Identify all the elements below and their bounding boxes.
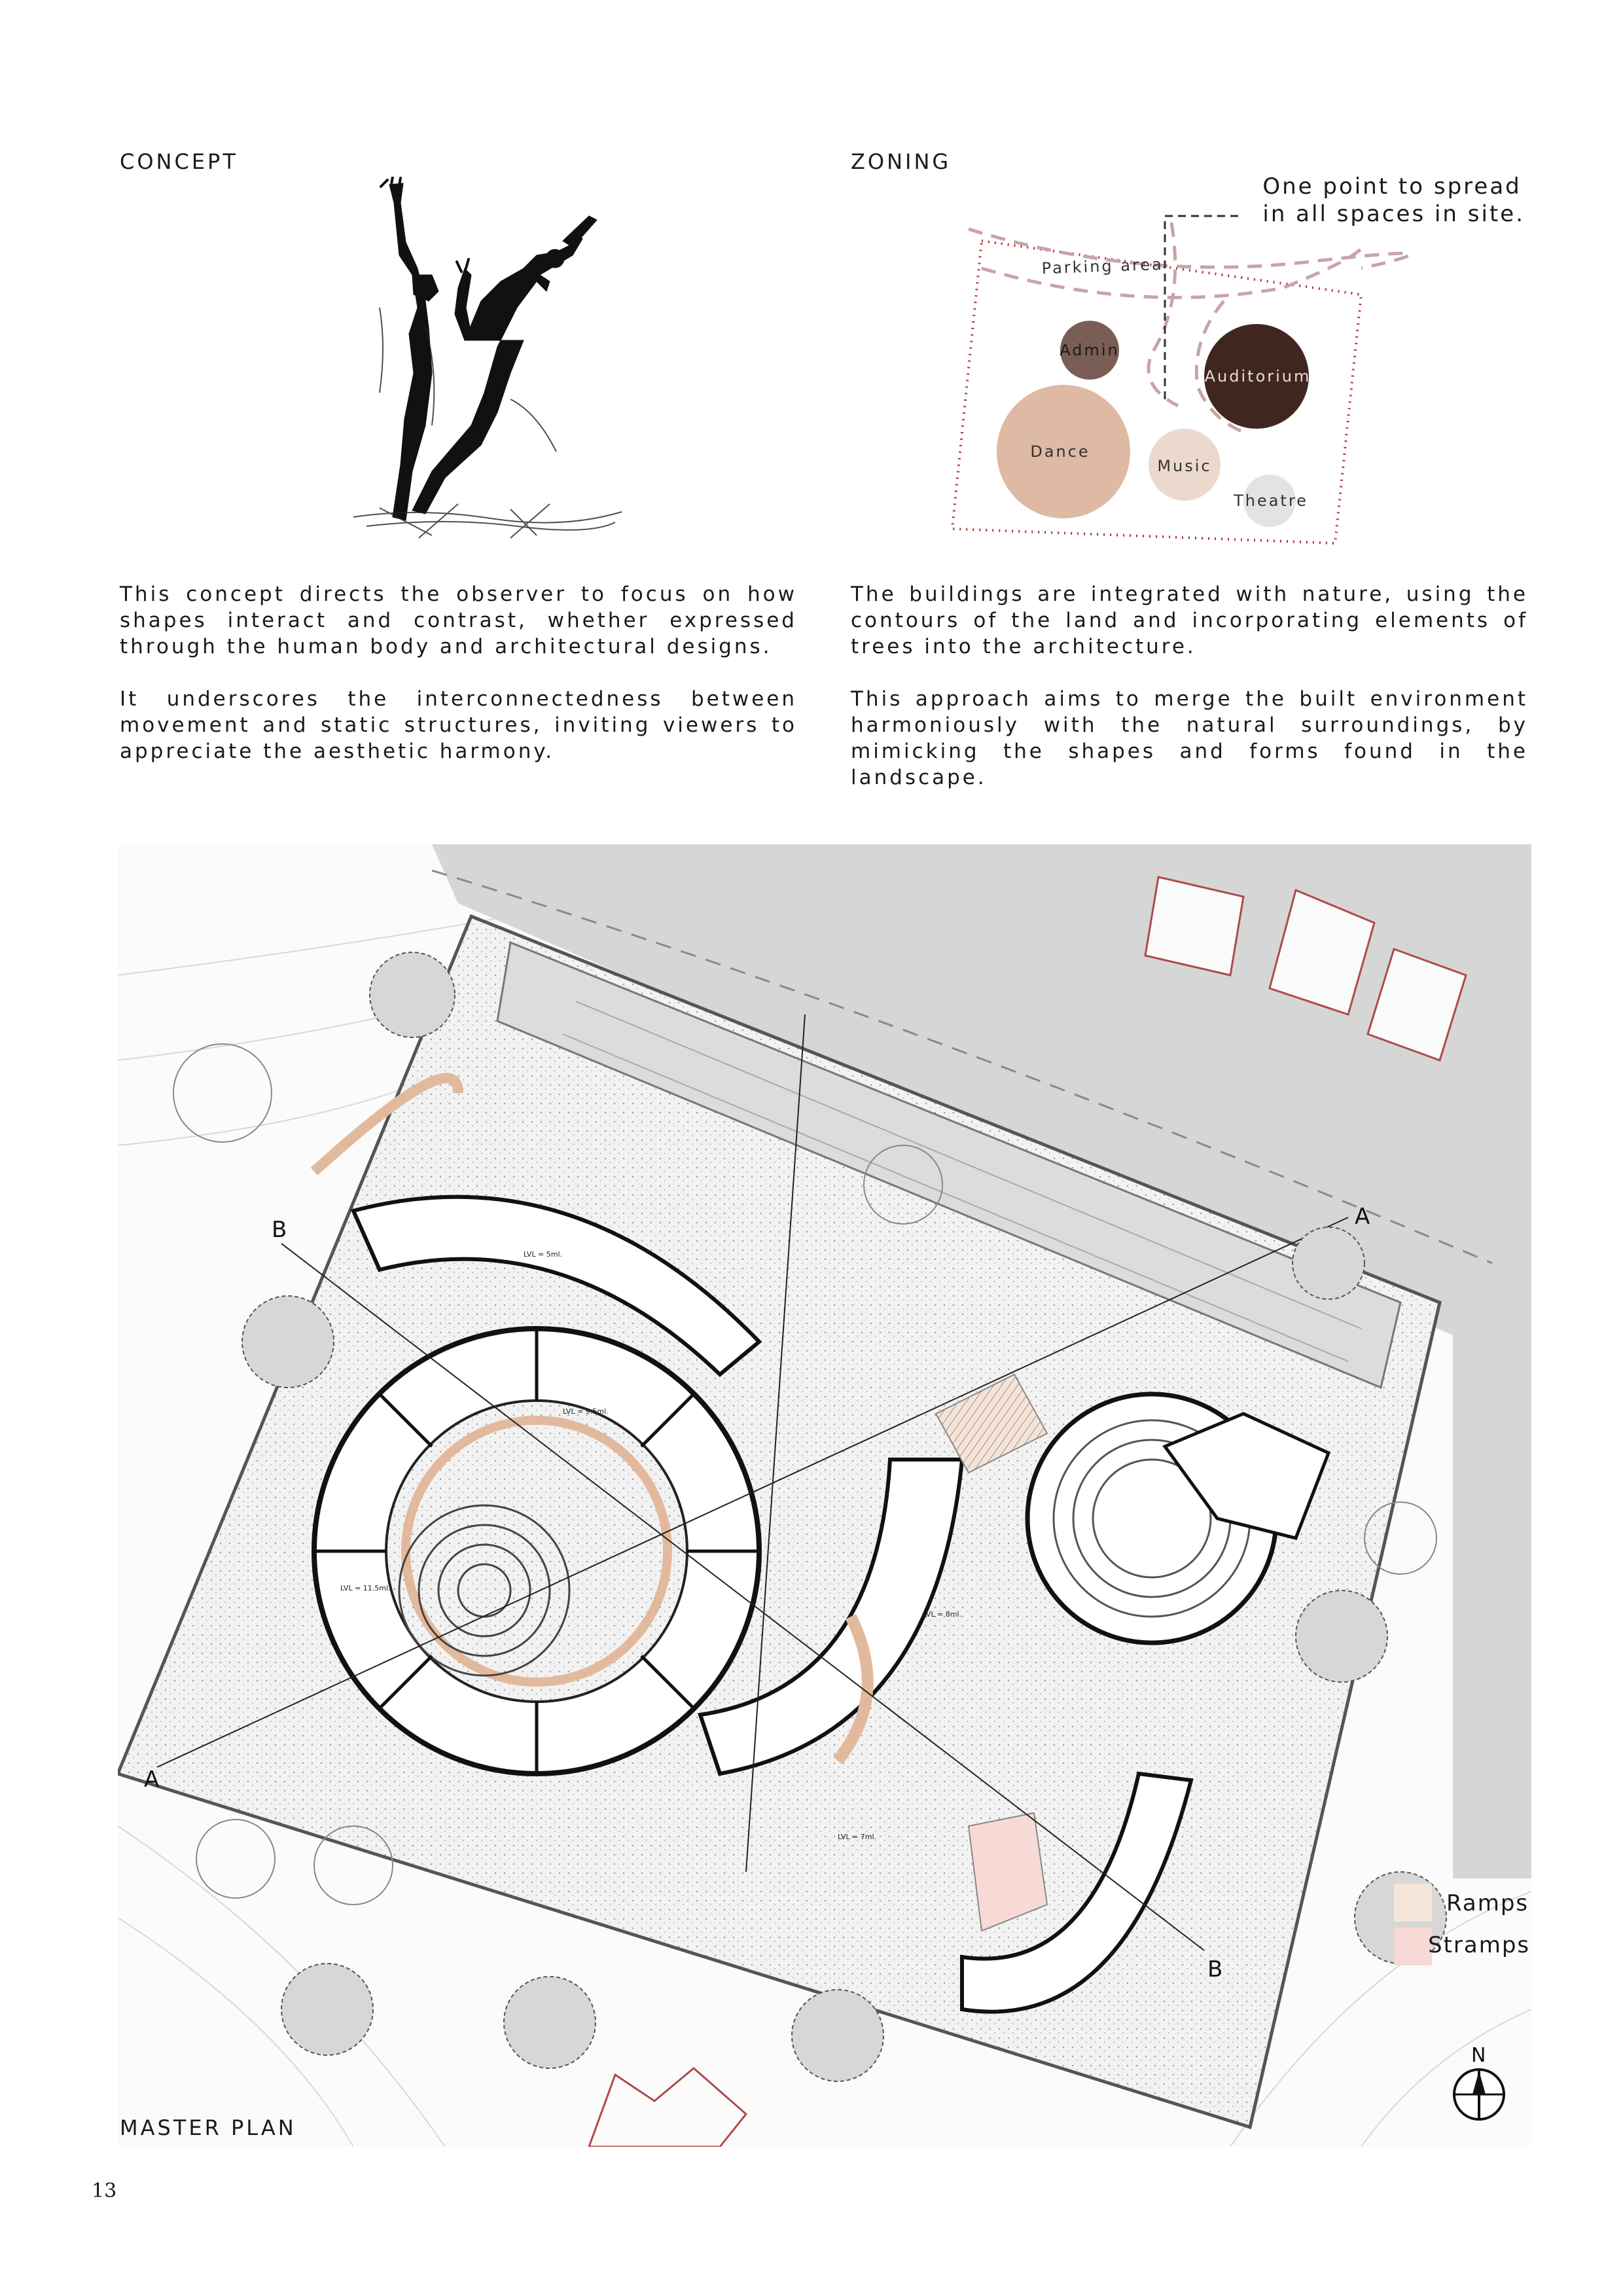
- section-marker-a-end: A: [1355, 1204, 1370, 1230]
- legend-swatch-ramps: [1394, 1884, 1432, 1922]
- dance-block: [314, 1329, 759, 1774]
- tree-canopy: [370, 952, 455, 1037]
- tree-canopy: [242, 1296, 334, 1388]
- zoning-text: [851, 581, 1528, 817]
- tree-canopy: [504, 1977, 596, 2068]
- concept-paragraph-2: It underscores the interconnectedness between movement and static structures, inviting viewers to appreciate the aesthetic harmony.: [120, 687, 797, 763]
- level-label: LVL = 7ml.: [838, 1833, 877, 1841]
- zone-label-dance: Dance: [1030, 442, 1090, 461]
- section-marker-b-end: B: [1207, 1956, 1223, 1982]
- tree-canopy: [281, 1964, 373, 2055]
- tree-canopy: [1296, 1590, 1387, 1682]
- level-label: LVL = 8ml.: [923, 1610, 962, 1619]
- zone-label-auditorium: Auditorium: [1204, 367, 1311, 386]
- level-label: LVL = 9.5ml.: [563, 1407, 609, 1416]
- tree-canopy: [792, 1990, 883, 2081]
- zoning-circulation-3: [1149, 223, 1178, 406]
- zoning-heading: ZONING: [851, 149, 952, 174]
- zoning-paragraph-2: This approach aims to merge the built environment harmoniously with the natural surroundings, by mimicking the shapes and forms found in the landscape.: [851, 687, 1528, 789]
- zoning-note-line-2: in all spaces in site.: [1262, 201, 1525, 227]
- level-label: LVL = 11.5ml.: [340, 1584, 391, 1592]
- zone-label-admin: Admin: [1060, 341, 1120, 359]
- legend-swatch-stramps: [1394, 1928, 1432, 1965]
- page-number: 13: [92, 2179, 117, 2202]
- dancers-sketch: [340, 177, 628, 543]
- zone-label-music: Music: [1157, 457, 1212, 475]
- zoning-paragraph-1: The buildings are integrated with nature, using the contours of the land and incorporating elements of trees into the architecture.: [851, 583, 1528, 658]
- level-label: LVL = 5ml.: [524, 1250, 563, 1259]
- concept-text: [120, 581, 797, 791]
- legend-ramps: Ramps: [1446, 1890, 1529, 1916]
- section-marker-a-start: A: [144, 1767, 160, 1793]
- concept-paragraph-1: This concept directs the observer to focus on how shapes interact and contrast, whether expressed through the human body and architectural designs.: [120, 583, 797, 658]
- zoning-diagram: [942, 170, 1544, 576]
- concept-heading: CONCEPT: [120, 149, 238, 174]
- zoning-note-line-1: One point to spread: [1262, 173, 1522, 200]
- north-label: N: [1471, 2044, 1486, 2067]
- master-plan-title: MASTER PLAN: [120, 2115, 296, 2140]
- zone-label-theatre: Theatre: [1234, 492, 1308, 510]
- zoning-circulation-2: [982, 249, 1361, 298]
- tree-canopy: [1293, 1227, 1364, 1299]
- section-marker-b-start: B: [272, 1217, 287, 1243]
- zone-label-parking: Parking area: [1041, 255, 1164, 278]
- legend-stramps: Stramps: [1428, 1932, 1531, 1958]
- master-plan-drawing: [118, 844, 1531, 2147]
